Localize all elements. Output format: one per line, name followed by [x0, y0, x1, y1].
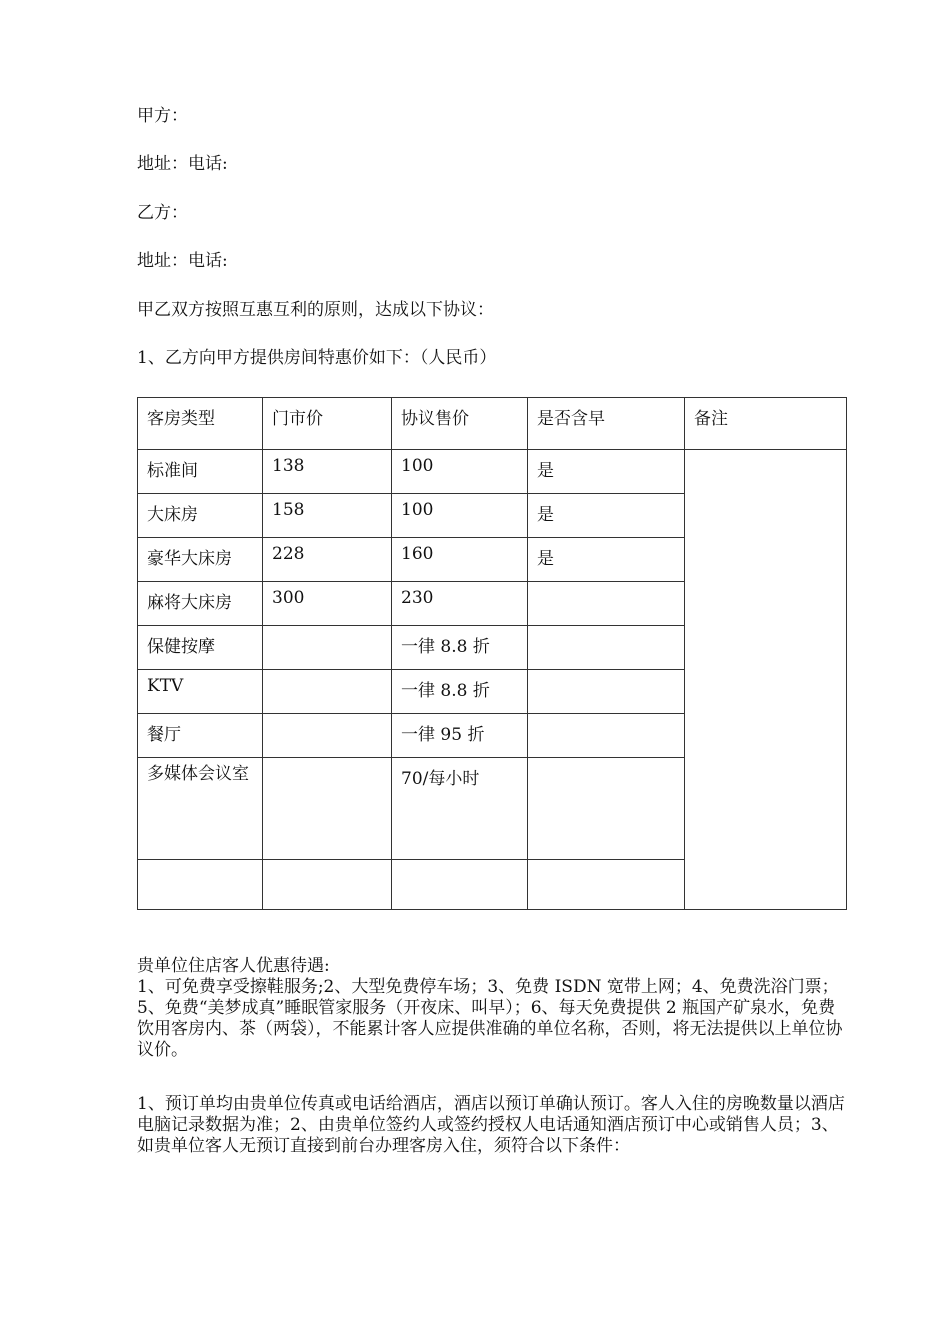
agreement-intro: 甲乙双方按照互惠互利的原则，达成以下协议： — [137, 300, 494, 320]
booking-text: 1、预订单均由贵单位传真或电话给酒店，酒店以预订单确认预订。客人入住的房晚数量以酒店电脑记录数据为准；2、由贵单位签约人或签约授权人电话通知酒店预订中心或销售人员；3、如贵单位客人无预订直接到前台办理客房入住，须符合以下条件： — [137, 1094, 845, 1156]
rack-rate-cell — [263, 670, 392, 714]
party-a-label: 甲方： — [137, 106, 188, 126]
breakfast-cell — [528, 758, 685, 860]
clause-1-title: 1、乙方向甲方提供房间特惠价如下：（人民币） — [137, 348, 497, 368]
remarks-cell — [685, 450, 847, 910]
room-type-cell: 麻将大床房 — [138, 582, 263, 626]
rack-rate-cell — [263, 758, 392, 860]
agreed-rate-cell: 一律 8.8 折 — [392, 670, 528, 714]
breakfast-cell: 是 — [528, 538, 685, 582]
header-agreed-rate: 协议售价 — [392, 398, 528, 450]
room-type-cell: 餐厅 — [138, 714, 263, 758]
rate-table — [137, 397, 847, 910]
breakfast-cell — [528, 626, 685, 670]
rack-rate-cell: 300 — [263, 582, 392, 626]
agreed-rate-cell: 70/每小时 — [392, 758, 528, 860]
benefits-text: 1、可免费享受擦鞋服务;2、大型免费停车场；3、免费 ISDN 宽带上网；4、免费洗浴门票；5、免费“美梦成真”睡眠管家服务（开夜床、叫早）；6、每天免费提供 2 瓶国产矿泉水，免费饮用客房内、茶（两袋），不能累计客人应提供准确的单位名称，否则，将无法提供以上单位协议价。 — [137, 977, 843, 1060]
breakfast-cell: 是 — [528, 450, 685, 494]
party-b-label: 乙方： — [137, 203, 188, 223]
agreed-rate-cell — [392, 860, 528, 910]
room-type-cell: 豪华大床房 — [138, 538, 263, 582]
header-rack-rate: 门市价 — [263, 398, 392, 450]
party-a-address: 地址：电话: — [137, 154, 228, 174]
rack-rate-cell: 138 — [263, 450, 392, 494]
room-type-cell — [138, 758, 263, 860]
rack-rate-cell — [263, 626, 392, 670]
agreed-rate-cell: 一律 95 折 — [392, 714, 528, 758]
breakfast-cell — [528, 582, 685, 626]
table-header-row — [138, 398, 847, 450]
booking-section — [137, 1094, 846, 1157]
rack-rate-cell: 228 — [263, 538, 392, 582]
room-type-cell: 保健按摩 — [138, 626, 263, 670]
breakfast-cell — [528, 670, 685, 714]
room-type-cell: 标准间 — [138, 450, 263, 494]
agreed-rate-cell: 230 — [392, 582, 528, 626]
rack-rate-cell — [263, 714, 392, 758]
breakfast-cell — [528, 860, 685, 910]
table-row — [138, 450, 847, 494]
agreed-rate-cell: 100 — [392, 494, 528, 538]
agreed-rate-cell: 100 — [392, 450, 528, 494]
room-type-cell: KTV — [138, 670, 263, 714]
header-remarks: 备注 — [685, 398, 847, 450]
breakfast-cell: 是 — [528, 494, 685, 538]
header-room-type: 客房类型 — [138, 398, 263, 450]
room-type-cell — [138, 860, 263, 910]
agreed-rate-cell: 160 — [392, 538, 528, 582]
room-type-text: 多媒体会议室 — [147, 764, 249, 784]
rack-rate-cell — [263, 860, 392, 910]
room-type-cell: 大床房 — [138, 494, 263, 538]
benefits-title: 贵单位住店客人优惠待遇: — [137, 956, 330, 976]
party-b-address: 地址：电话: — [137, 251, 228, 271]
benefits-section — [137, 956, 846, 1061]
agreed-rate-cell: 一律 8.8 折 — [392, 626, 528, 670]
header-breakfast: 是否含早 — [528, 398, 685, 450]
breakfast-cell — [528, 714, 685, 758]
rack-rate-cell: 158 — [263, 494, 392, 538]
